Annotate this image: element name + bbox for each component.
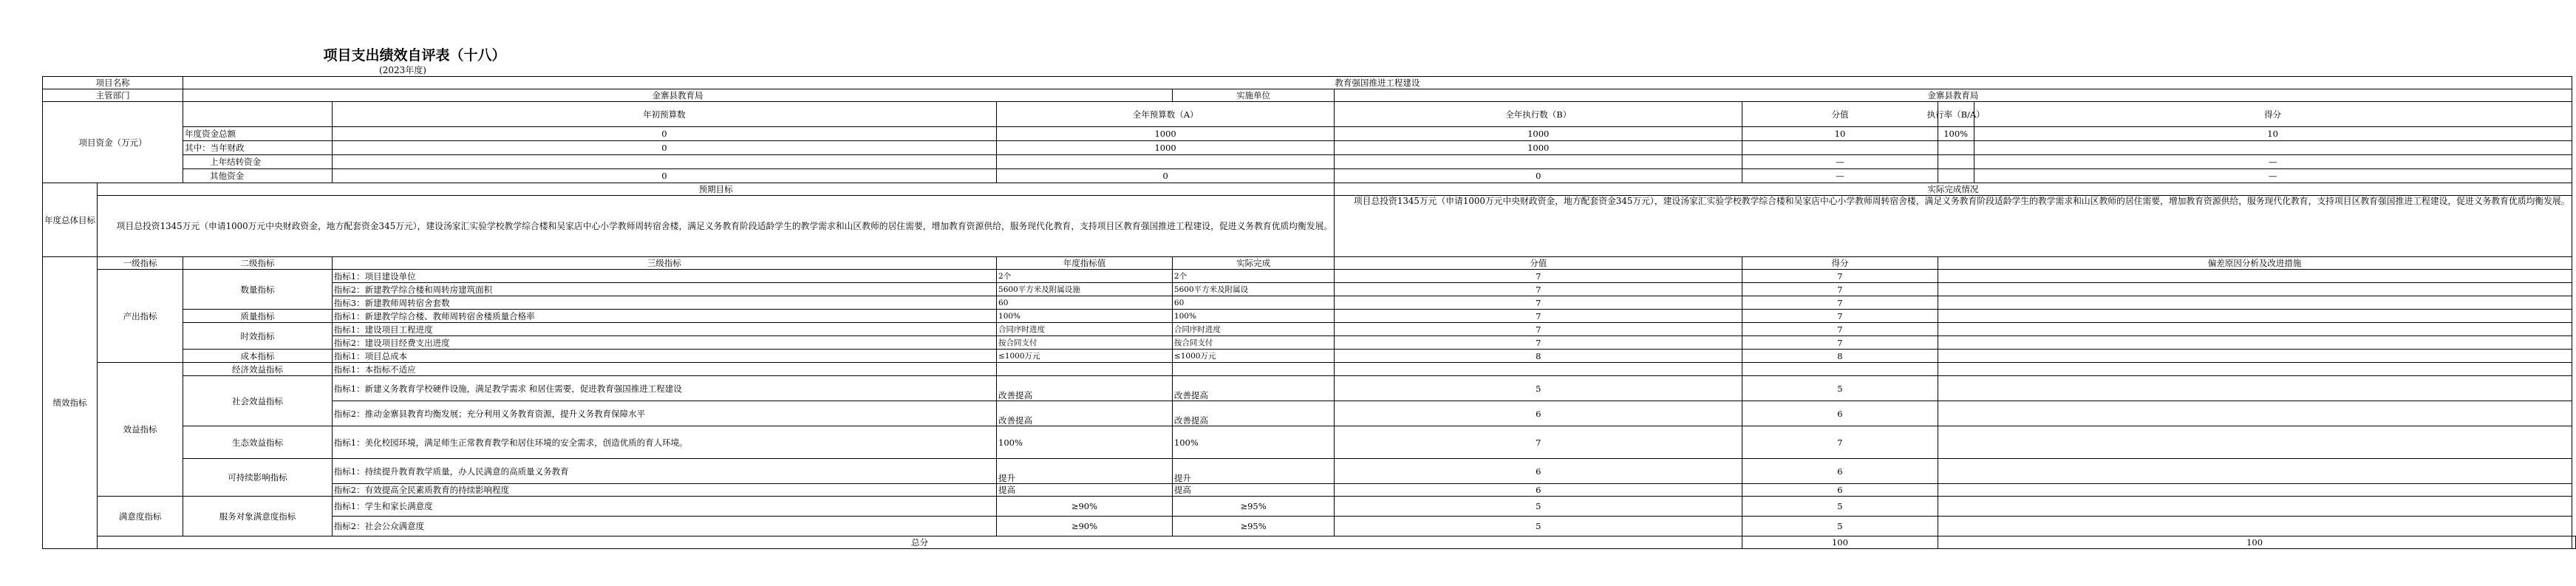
funds-header-rate: 执行率（B/A） (1938, 102, 1974, 126)
funds-row: 年度资金总额 0 1000 1000 10 100% 10 (43, 127, 2576, 141)
table-row: 满意度指标 服务对象满意度指标 指标1：学生和家长满意度 ≥90% ≥95% 5 5 (43, 497, 2576, 517)
total-score-value: 100 (1742, 536, 1938, 549)
department-value: 金寨县教育局 (183, 89, 1173, 102)
group-economic: 经济效益指标 (183, 363, 333, 376)
expected-goal-header: 预期目标 (98, 183, 1335, 196)
actual-completion-header: 实际完成情况 (1335, 183, 2572, 196)
funds-row: 其他资金 0 0 0 — — (43, 169, 2576, 183)
group-satisfaction: 满意度指标 (98, 497, 183, 536)
table-row: 产出指标 数量指标 指标1：项目建设单位 2个 2个 7 7 (43, 270, 2576, 283)
perf-header-target: 年度指标值 (997, 257, 1173, 270)
perf-header-l2: 二级指标 (183, 257, 333, 270)
department-label: 主管部门 (43, 89, 183, 102)
perf-header-score: 得分 (1742, 257, 1938, 270)
funds-header-full: 全年预算数（A） (997, 102, 1335, 127)
group-quality: 质量指标 (183, 310, 333, 323)
page-subtitle: (2023年度) (379, 65, 426, 75)
group-timeliness: 时效指标 (183, 323, 333, 350)
table-row: 成本指标 指标1：项目总成本 ≤1000万元 ≤1000万元 8 8 (43, 350, 2576, 363)
table-row: 可持续影响指标 指标1：持续提升教育教学质量，办人民满意的高质量义务教育 提升 提升 6 6 (43, 459, 2576, 484)
funds-header-initial: 年初预算数 (332, 102, 996, 127)
implementing-unit-label: 实施单位 (1172, 89, 1334, 102)
table-row: 指标2：新建教学综合楼和周转房建筑面积 5600平方米及附属设施 5600平方米及附属设 7 7 (43, 283, 2576, 296)
total-label: 总分 (98, 536, 1742, 549)
table-row: 生态效益指标 指标1：美化校园环境，满足师生正常教育教学和居住环境的安全需求，创造优质的育人环境。 100% 100% 7 7 (43, 426, 2576, 459)
table-row: 社会效益指标 指标1：新建义务教育学校硬件设施，满足教学需求 和居住需要，促进教育强国推进工程建设 改善提高 改善提高 5 5 (43, 376, 2576, 401)
perf-header-actual: 实际完成 (1172, 257, 1334, 270)
perf-header-l1: 一级指标 (98, 257, 183, 270)
table-row: 时效指标 指标1：建设项目工程进度 合同序时进度 合同序时进度 7 7 (43, 323, 2576, 336)
expected-goal-text: 项目总投资1345万元（申请1000万元中央财政资金，地方配套资金345万元），建设汤家汇实验学校教学综合楼和吴家店中心小学教师周转宿舍楼，满足义务教育阶段适龄学生的教学需求和山区教师的居住需要，增加教育资源供给，服务现代化教育，支持项目区教育强国推进工程建设，促进义务教育优质均衡发展。 (98, 196, 1335, 257)
page-title: 项目支出绩效自评表（十八） (323, 47, 506, 64)
funds-header-blank (183, 102, 333, 127)
actual-completion-text: 项目总投资1345万元（申请1000万元中央财政资金，地方配套资金345万元），建设汤家汇实验学校教学综合楼和吴家店中心小学教师周转宿舍楼，满足义务教育阶段适龄学生的教学需求和山区教师的居住需要，增加教育资源供给，服务现代化教育，支持项目区教育强国推进工程建设，促进义务教育优质均衡发展。 (1335, 196, 2572, 257)
group-social: 社会效益指标 (183, 376, 333, 426)
table-row: 指标2：推动金寨县教育均衡发展；充分利用义务教育资源，提升义务教育保障水平 改善提高 改善提高 6 6 (43, 401, 2576, 426)
group-ecological: 生态效益指标 (183, 426, 333, 459)
perf-header-score-value: 分值 (1335, 257, 1742, 270)
project-name-value: 教育强国推进工程建设 (183, 77, 2572, 89)
implementing-unit-value: 金寨县教育局 (1335, 89, 2572, 102)
funds-row: 其中：当年财政 0 1000 1000 (43, 141, 2576, 155)
group-quantity: 数量指标 (183, 270, 333, 310)
table-row: 指标2：建设项目经费支出进度 按合同支付 按合同支付 7 7 (43, 336, 2576, 350)
group-service: 服务对象满意度指标 (183, 497, 333, 536)
group-cost: 成本指标 (183, 350, 333, 363)
table-row: 指标2：社会公众满意度 ≥90% ≥95% 5 5 (43, 517, 2576, 536)
group-benefit: 效益指标 (98, 363, 183, 497)
perf-header-analysis: 偏差原因分析及改进措施 (1938, 257, 2572, 270)
table-row: 质量指标 指标1：新建教学综合楼、教师周转宿舍楼质量合格率 100% 100% 7 7 (43, 310, 2576, 323)
group-sustainable: 可持续影响指标 (183, 459, 333, 497)
goals-label: 年度总体目标 (43, 183, 98, 257)
evaluation-table (42, 76, 2576, 549)
funds-header-score-value: 分值 (1742, 102, 1938, 127)
perf-header-l3: 三级指标 (332, 257, 996, 270)
funds-header-exec: 全年执行数（B） (1335, 102, 1742, 127)
table-row: 指标3：新建教师周转宿舍套数 60 60 7 7 (43, 296, 2576, 310)
table-row: 指标2：有效提高全民素质教育的持续影响程度 提高 提高 6 6 (43, 484, 2576, 497)
funds-label: 项目资金（万元） (43, 102, 183, 183)
perf-label: 绩效指标 (43, 257, 98, 549)
project-name-label: 项目名称 (43, 77, 183, 89)
total-row (43, 536, 2576, 549)
funds-row: 上年结转资金 — — (43, 155, 2576, 169)
group-output: 产出指标 (98, 270, 183, 363)
funds-header-score: 得分 (2264, 109, 2282, 120)
total-score: 100 (1938, 536, 2572, 549)
table-row: 效益指标 经济效益指标 指标1：本指标不适应 (43, 363, 2576, 376)
